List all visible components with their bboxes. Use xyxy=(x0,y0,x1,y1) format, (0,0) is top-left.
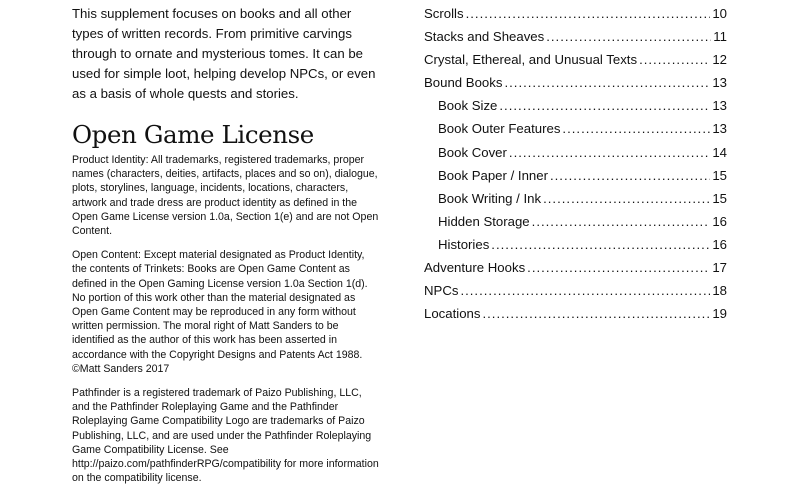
toc-entry[interactable] xyxy=(424,71,727,94)
toc-leader-dots xyxy=(504,71,710,94)
toc-leader-dots xyxy=(639,48,710,71)
left-column xyxy=(72,4,382,495)
toc-leader-dots xyxy=(562,117,710,140)
toc-leader-dots xyxy=(491,233,710,256)
toc-entry-page: 13 xyxy=(712,121,727,137)
toc-entry-page: 16 xyxy=(712,213,727,229)
toc-entry[interactable] xyxy=(424,2,727,25)
toc-entry[interactable] xyxy=(424,256,727,279)
toc-leader-dots xyxy=(532,210,711,233)
toc-leader-dots xyxy=(546,25,711,48)
toc-leader-dots xyxy=(482,302,710,325)
toc-subentry[interactable] xyxy=(424,141,727,164)
toc-subentry[interactable] xyxy=(424,164,727,187)
toc-subentry[interactable] xyxy=(424,187,727,210)
toc-leader-dots xyxy=(527,256,710,279)
toc-subentry[interactable] xyxy=(424,94,727,117)
toc-entry-label: Histories xyxy=(438,236,490,252)
table-of-contents xyxy=(424,2,727,325)
toc-entry-label: Locations xyxy=(424,306,481,322)
toc-entry-label: Adventure Hooks xyxy=(424,260,526,276)
toc-entry-page: 10 xyxy=(712,6,727,21)
toc-entry-label: Bound Books xyxy=(424,75,503,91)
toc-entry[interactable] xyxy=(424,302,727,325)
toc-entry[interactable] xyxy=(424,25,727,48)
intro-paragraph: This supplement focuses on books and all other types of written records. From primitive carvings through to ornate and mysterious tomes. It can be used for simple loot, helping develop NPCs, or even as a basis of whole quests and stories. xyxy=(72,6,376,101)
toc-entry-page: 13 xyxy=(712,98,727,114)
toc-leader-dots xyxy=(509,141,710,164)
toc-subentry[interactable] xyxy=(424,210,727,233)
toc-entry-page: 19 xyxy=(712,306,727,322)
toc-entry-label: Book Size xyxy=(438,98,498,114)
toc-entry-label: Hidden Storage xyxy=(438,213,530,229)
toc-entry-label: Book Writing / Ink xyxy=(438,190,542,206)
toc-entry-page: 15 xyxy=(712,190,727,206)
toc-entry-label: Book Paper / Inner xyxy=(438,167,548,183)
toc-entry[interactable] xyxy=(424,48,727,71)
toc-entry-label: Scrolls xyxy=(424,6,464,21)
product-identity-paragraph: Product Identity: All trademarks, registered trademarks, proper names (characters, deities, artifacts, places and so on), dialogue, plots, storylines, language, incidents, locations, characters, artwork and trade dress are product identity as defined in the Open Game License version 1.0a, Section 1(e) and are not Open Content. xyxy=(72,154,379,238)
open-content-paragraph: Open Content: Except material designated as Product Identity, the contents of Trinkets: Books are Open Game Content as defined in the Open Gaming License version 1.0a Section 1(d). No portion of this work other than the material designated as Open Game Content may be reproduced in any form without written permission. The moral right of Matt Sanders to be identified as the author of this work has been asserted in accordance with the Copyright Designs and Patents Act 1988. ©Matt Sanders 2017 xyxy=(72,249,368,375)
toc-subentry[interactable] xyxy=(424,233,727,256)
toc-entry-label: Crystal, Ethereal, and Unusual Texts xyxy=(424,52,638,68)
toc-entry-label: Book Outer Features xyxy=(438,121,561,137)
toc-leader-dots xyxy=(460,279,710,302)
toc-entry-page: 16 xyxy=(712,236,727,252)
toc-leader-dots xyxy=(550,164,710,187)
toc-entry[interactable] xyxy=(424,279,727,302)
toc-entry-page: 11 xyxy=(713,29,727,45)
toc-entry-page: 18 xyxy=(712,283,727,299)
toc-entry-page: 12 xyxy=(712,52,727,68)
pathfinder-paragraph: Pathfinder is a registered trademark of Paizo Publishing, LLC, and the Pathfinder Roleplaying Game and the Pathfinder Roleplaying Game Compatibility Logo are trademarks of Paizo Publishing, LLC, and are used under the Pathfinder Roleplaying Game Compatibility License. See http://paizo.com/pathfinderRPG/compatibility for more information on the compatibility license. xyxy=(72,387,379,485)
toc-subentry[interactable] xyxy=(424,117,727,140)
toc-leader-dots xyxy=(499,94,710,117)
toc-entry-page: 14 xyxy=(712,144,727,160)
toc-entry-page: 17 xyxy=(712,260,727,276)
toc-entry-label: NPCs xyxy=(424,283,459,299)
toc-leader-dots xyxy=(543,187,710,210)
license-heading: Open Game License xyxy=(72,120,314,149)
toc-entry-label: Book Cover xyxy=(438,144,507,160)
toc-entry-page: 15 xyxy=(712,167,727,183)
toc-entry-label: Stacks and Sheaves xyxy=(424,29,545,45)
toc-entry-page: 13 xyxy=(712,75,727,91)
toc-leader-dots xyxy=(466,2,711,25)
